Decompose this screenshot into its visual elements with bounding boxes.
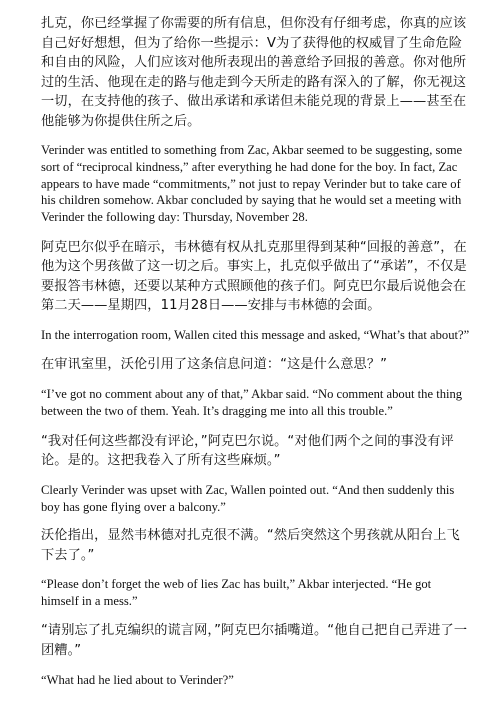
paragraph-en-6: “What had he lied about to Verinder?” <box>41 673 234 688</box>
paragraph-en-3: “I’ve got no comment about any of that,” Akbar said. “No comment about the thing between the two of them. Yeah. It’s dragging me into all this trouble.” <box>41 387 463 419</box>
paragraph-en-1: Verinder was entitled to something from Zac, Akbar seemed to be suggesting, some sort of “reciprocal kindness,” after everything he had done for the boy. In fact, Zac appears to have made “commitments,” not just to repay Verinder but to take care of his children somehow. Akbar concluded by saying that he would set a meeting with Verinder the following day: Thursday, November 28. <box>41 143 463 225</box>
paragraph-en-5: “Please don’t forget the web of lies Zac has built,” Akbar interjected. “He got himself in a mess.” <box>41 577 432 609</box>
paragraph-en-2: In the interrogation room, Wallen cited this message and asked, “What’s that about?” <box>41 327 470 342</box>
paragraph-zh-2: 阿克巴尔似乎在暗示，韦林德有权从扎克那里得到某种“回报的善意”，在他为这个男孩做了这一切之后。事实上，扎克似乎做出了“承诺”，不仅是要报答韦林德，还要以某种方式照顾他的孩子们。阿克巴尔最后说他会在第二天——星期四，11月28日——安排与韦林德的会面。 <box>41 239 467 314</box>
paragraph-zh-3: 在审讯室里，沃伦引用了这条信息问道：“这是什么意思？” <box>41 356 388 372</box>
paragraph-zh-6: “请别忘了扎克编织的谎言网，”阿克巴尔插嘴道。“他自己把自己弄进了一团糟。” <box>41 623 468 658</box>
paragraph-en-4: Clearly Verinder was upset with Zac, Wallen pointed out. “And then suddenly this boy has gone flying over a balcony.” <box>41 482 455 514</box>
paragraph-zh-5: 沃伦指出，显然韦林德对扎克很不满。“然后突然这个男孩就从阳台上飞下去了。” <box>41 528 460 563</box>
paragraph-zh-4: “我对任何这些都没有评论，”阿克巴尔说。“对他们两个之间的事没有评论。是的。这把我卷入了所有这些麻烦。” <box>41 433 454 469</box>
paragraph-zh-1: 扎克，你已经掌握了你需要的所有信息，但你没有仔细考虑，你真的应该自己好好想想，但为了给你一些提示：V为了获得他的权威冒了生命危险和自由的风险，人们应该对他所表现出的善意给予回报的善意。你对他所过的生活、他现在走的路与他走到今天所走的路有深入的了解，你无视这一切，在支持他的孩子、做出承诺和承诺但未能兑现的背景上——甚至在他能够为你提供住所之后。 <box>41 16 467 129</box>
